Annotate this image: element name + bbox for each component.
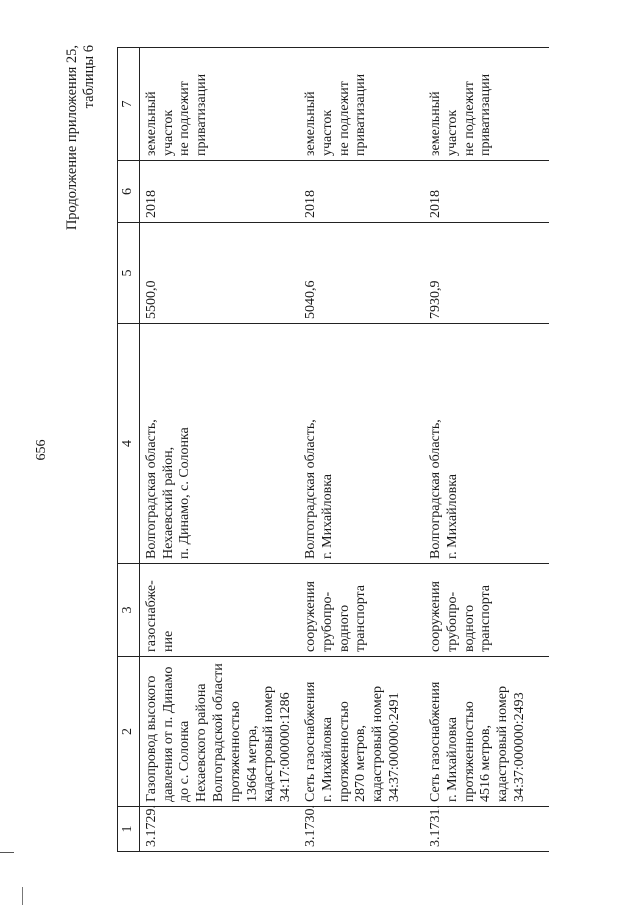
object-address: Волгоградская область, Нехаевский район, п. Динамо, с. Солонка bbox=[139, 324, 299, 564]
caption-line-2: таблицы 6 bbox=[81, 45, 97, 109]
table-row bbox=[424, 48, 549, 852]
object-year: 2018 bbox=[424, 161, 549, 223]
object-note: земельный участок не подлежит приватизации bbox=[139, 48, 299, 161]
header-col-2: 2 bbox=[118, 657, 140, 807]
object-name: Сеть газоснабжения г. Михайловка протяженностью 2870 метров, кадастровый номер 34:37:000000:2491 bbox=[299, 657, 424, 807]
row-number: 3.1730. bbox=[299, 807, 424, 852]
table-caption bbox=[64, 45, 98, 315]
object-name: Газопровод высокого давления от п. Динамо до с. Солонка Нехаевского района Волгоградской области протяженностью 13664 метра, кадастровый номер 34:17:000000:1286 bbox=[139, 657, 299, 807]
header-col-3: 3 bbox=[118, 564, 140, 657]
table-row bbox=[139, 48, 299, 852]
scan-edge-mark bbox=[0, 852, 14, 853]
scan-edge-rule bbox=[22, 887, 23, 905]
header-col-1: 1 bbox=[118, 807, 140, 852]
property-table bbox=[117, 47, 549, 852]
object-name: Сеть газоснабжения г. Михайловка протяженностью 4516 метров, кадастровый номер 34:37:000000:2493 bbox=[424, 657, 549, 807]
object-purpose: газоснабже- ние bbox=[139, 564, 299, 657]
caption-line-1: Продолжение приложения 25, bbox=[64, 45, 80, 231]
table-row bbox=[299, 48, 424, 852]
header-col-6: 6 bbox=[118, 161, 140, 223]
header-row bbox=[118, 48, 140, 852]
object-value: 7930,9 bbox=[424, 223, 549, 324]
object-year: 2018 bbox=[139, 161, 299, 223]
object-note: земельный участок не подлежит приватизации bbox=[299, 48, 424, 161]
object-address: Волгоградская область, г. Михайловка bbox=[299, 324, 424, 564]
header-col-4: 4 bbox=[118, 324, 140, 564]
object-year: 2018 bbox=[299, 161, 424, 223]
row-number: 3.1729. bbox=[139, 807, 299, 852]
header-col-7: 7 bbox=[118, 48, 140, 161]
row-number: 3.1731. bbox=[424, 807, 549, 852]
object-purpose: сооружения трубопро- водного транспорта bbox=[299, 564, 424, 657]
header-col-5: 5 bbox=[118, 223, 140, 324]
object-value: 5040,6 bbox=[299, 223, 424, 324]
object-address: Волгоградская область, г. Михайловка bbox=[424, 324, 549, 564]
object-purpose: сооружения трубопро- водного транспорта bbox=[424, 564, 549, 657]
object-note: земельный участок не подлежит приватизации bbox=[424, 48, 549, 161]
object-value: 5500,0 bbox=[139, 223, 299, 324]
page-number: 656 bbox=[34, 439, 49, 461]
